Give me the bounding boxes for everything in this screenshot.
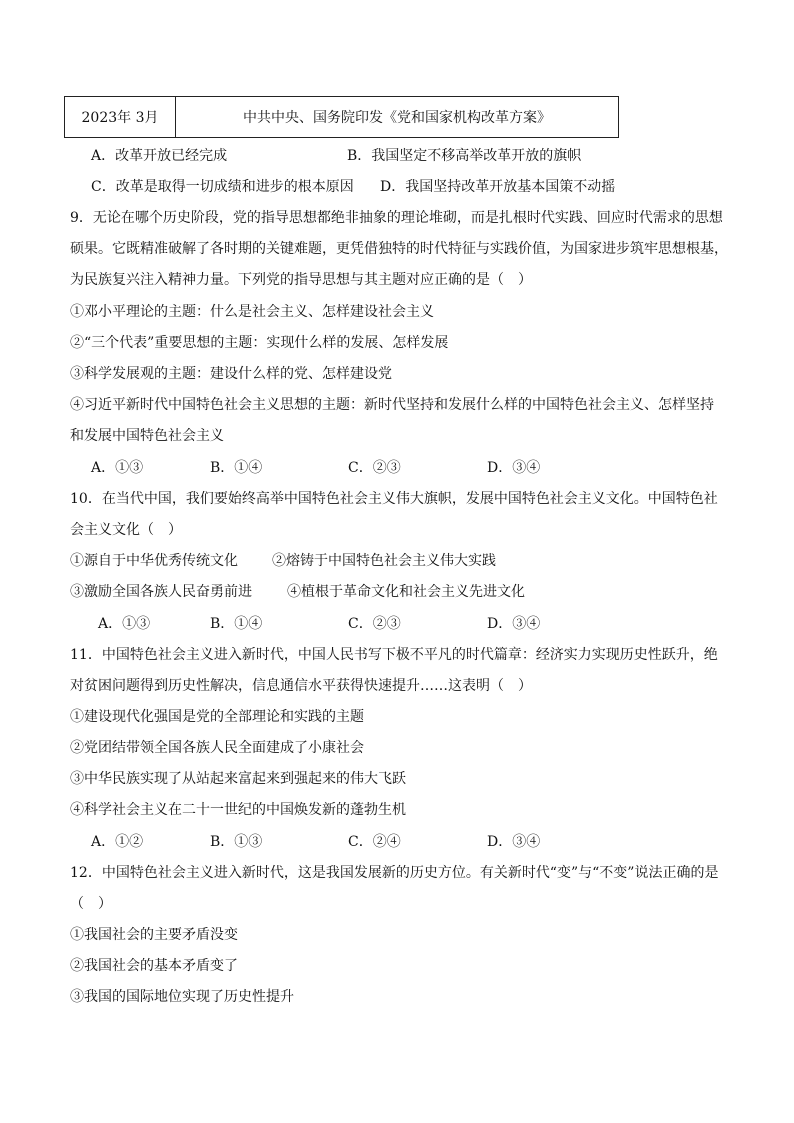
- q11-item: ④科学社会主义在二十一世纪的中国焕发新的蓬勃生机: [70, 802, 406, 818]
- q8-option-a[interactable]: A．改革开放已经完成: [91, 148, 228, 164]
- q10-option-b[interactable]: B．①④: [210, 616, 263, 632]
- q10-item: ①源自于中华优秀传统文化: [70, 553, 238, 569]
- q11-stem-line: 11．中国特色社会主义进入新时代，中国人民书写下极不平凡的时代篇章：经济实力实现历史性跃升，绝: [70, 647, 718, 663]
- q12-item: ③我国的国际地位实现了历史性提升: [70, 989, 294, 1005]
- q11-item: ③中华民族实现了从站起来富起来到强起来的伟大飞跃: [70, 771, 406, 787]
- q12-item: ①我国社会的主要矛盾没变: [70, 927, 238, 943]
- timeline-table: [64, 96, 619, 138]
- q10-option-d[interactable]: D．③④: [487, 616, 541, 632]
- q11-option-a[interactable]: A．①②: [91, 834, 144, 850]
- q10-stem-line: 会主义文化（ ）: [70, 522, 182, 538]
- q11-option-c[interactable]: C．②④: [348, 834, 401, 850]
- q8-option-c[interactable]: C．改革是取得一切成绩和进步的根本原因: [91, 179, 354, 195]
- table-row: [65, 97, 619, 138]
- q10-option-a[interactable]: A．①③: [98, 616, 151, 632]
- q9-option-b[interactable]: B．①④: [210, 460, 263, 476]
- q9-item-continued: 和发展中国特色社会主义: [70, 428, 224, 444]
- q12-item: ②我国社会的基本矛盾变了: [70, 958, 238, 974]
- q9-option-a[interactable]: A．①③: [91, 460, 144, 476]
- q9-item: ①邓小平理论的主题：什么是社会主义、怎样建设社会主义: [70, 304, 434, 320]
- q11-item: ①建设现代化强国是党的全部理论和实践的主题: [70, 709, 364, 725]
- q11-item: ②党团结带领全国各族人民全面建成了小康社会: [70, 740, 364, 756]
- q10-item: ④植根于革命文化和社会主义先进文化: [287, 584, 525, 600]
- q8-option-b[interactable]: B．我国坚定不移高举改革开放的旗帜: [347, 148, 582, 164]
- q11-stem-line: 对贫困问题得到历史性解决，信息通信水平获得快速提升……这表明（ ）: [70, 678, 532, 694]
- table-event-cell: 中共中央、国务院印发《党和国家机构改革方案》: [176, 97, 619, 138]
- q9-stem-line: 硕果。它既精准破解了各时期的关键难题，更凭借独特的时代特征与实践价值，为国家进步筑牢思想根基，: [70, 241, 728, 257]
- q10-item: ②熔铸于中国特色社会主义伟大实践: [272, 553, 496, 569]
- q10-option-c[interactable]: C．②③: [348, 616, 401, 632]
- q9-item: ②“三个代表”重要思想的主题：实现什么样的发展、怎样发展: [70, 335, 449, 351]
- q11-option-b[interactable]: B．①③: [210, 834, 263, 850]
- q9-option-c[interactable]: C．②③: [348, 460, 401, 476]
- q9-stem-line: 为民族复兴注入精神力量。下列党的指导思想与其主题对应正确的是（ ）: [70, 272, 532, 288]
- q9-item: ④习近平新时代中国特色社会主义思想的主题：新时代坚持和发展什么样的中国特色社会主义、怎样坚持: [70, 397, 714, 413]
- q10-stem-line: 10．在当代中国，我们要始终高举中国特色社会主义伟大旗帜，发展中国特色社会主义文化。中国特色社: [70, 491, 718, 507]
- q11-option-d[interactable]: D．③④: [487, 834, 541, 850]
- q9-stem-line: 9．无论在哪个历史阶段，党的指导思想都绝非抽象的理论堆砌，而是扎根时代实践、回应时代需求的思想: [70, 210, 723, 226]
- q9-item: ③科学发展观的主题：建设什么样的党、怎样建设党: [70, 366, 392, 382]
- q8-option-d[interactable]: D．我国坚持改革开放基本国策不动摇: [380, 179, 616, 195]
- q12-stem-line: （ ）: [70, 896, 112, 912]
- q9-option-d[interactable]: D．③④: [487, 460, 541, 476]
- q12-stem-line: 12．中国特色社会主义进入新时代，这是我国发展新的历史方位。有关新时代“变”与“不变”说法正确的是: [70, 865, 719, 881]
- q10-item: ③激励全国各族人民奋勇前进: [70, 584, 252, 600]
- table-date-cell: 2023年 3月: [65, 97, 176, 138]
